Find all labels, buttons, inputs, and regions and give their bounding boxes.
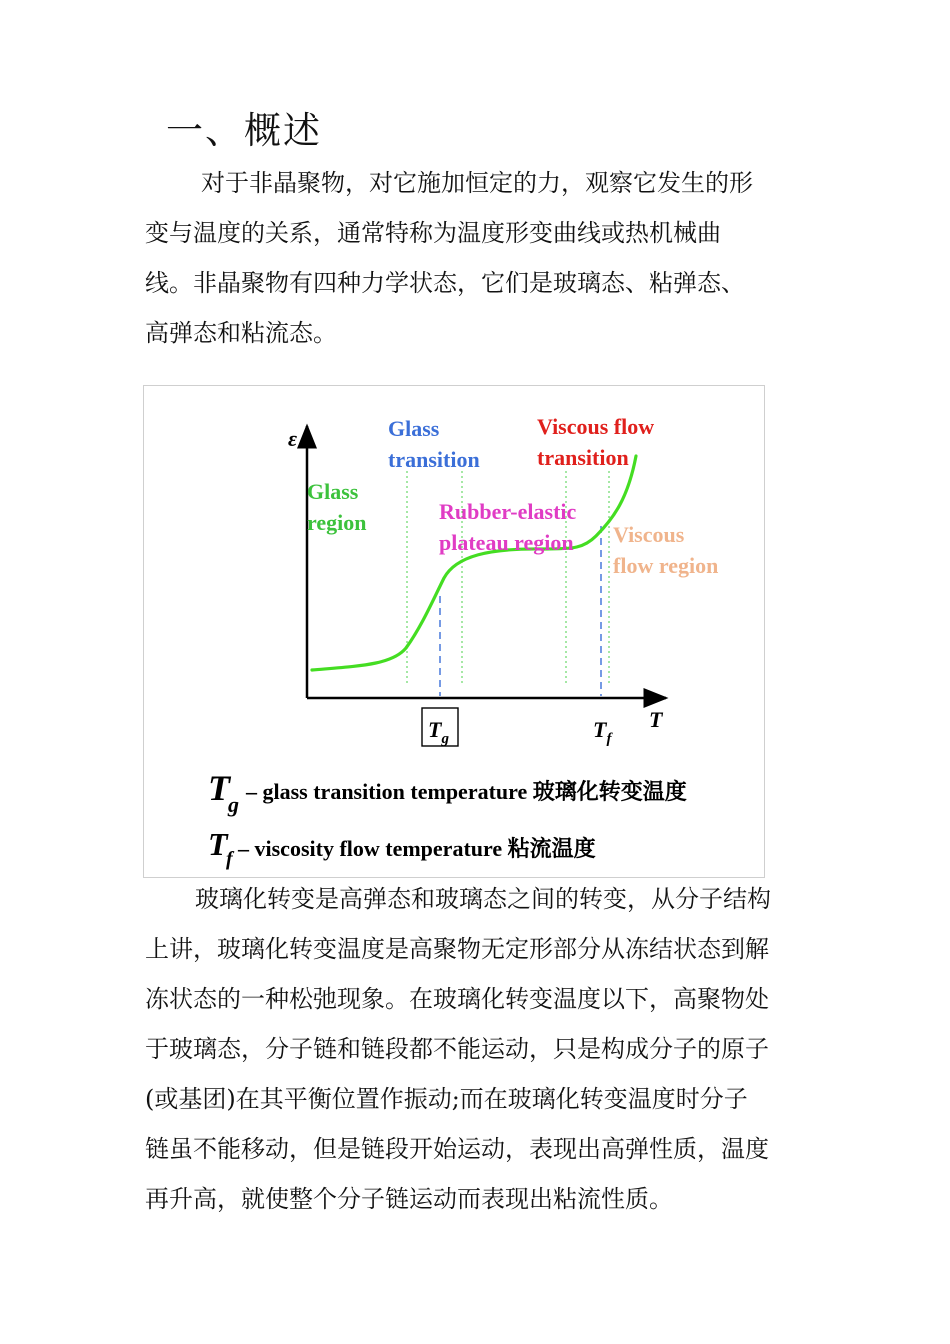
- viscous-flow-region-label: [613, 522, 718, 578]
- label-line: flow region: [613, 553, 719, 578]
- legend-tg: [208, 768, 687, 817]
- legend-symbol: T: [208, 826, 228, 862]
- body-line: 于玻璃态，分子链和链段都不能运动，只是构成分子的原子: [145, 1035, 769, 1063]
- intro-line: 对于非晶聚物，对它施加恒定的力，观察它发生的形: [201, 169, 753, 197]
- intro-line: 高弹态和粘流态。: [145, 319, 337, 347]
- deformation-curve: [312, 456, 636, 670]
- intro-line: 变与温度的关系，通常特称为温度形变曲线或热机械曲: [145, 219, 721, 247]
- legend-subscript: f: [226, 848, 233, 870]
- glass-transition-label: [388, 416, 480, 472]
- intro-line: 线。非晶聚物有四种力学状态，它们是玻璃态、粘弹态、: [145, 269, 745, 297]
- body-line: 链虽不能移动，但是链段开始运动，表现出高弹性质，温度: [145, 1135, 769, 1163]
- tg-tick-label: $T_g$: [428, 717, 449, 747]
- label-line: Glass: [388, 416, 440, 441]
- tf-tick-label: $T_f$: [593, 717, 612, 747]
- label-line: transition: [537, 445, 629, 470]
- label-line: Viscous: [613, 522, 685, 547]
- body-line: 再升高，就使整个分子链运动而表现出粘流性质。: [145, 1185, 673, 1213]
- figure-svg: [144, 386, 764, 877]
- rubber-plateau-label: [439, 499, 577, 555]
- label-line: Glass: [307, 479, 359, 504]
- body-line: (或基团)在其平衡位置作振动;而在玻璃化转变温度时分子: [145, 1085, 748, 1113]
- viscous-flow-transition-label: [537, 414, 654, 470]
- label-line: plateau region: [439, 530, 574, 555]
- legend-subscript: g: [228, 792, 239, 817]
- legend-tf: [208, 826, 596, 870]
- legend-symbol: T: [208, 768, 230, 808]
- label-line: Viscous flow: [537, 414, 655, 439]
- legend-text: – glass transition temperature 玻璃化转变温度: [246, 779, 687, 804]
- label-line: region: [307, 510, 367, 535]
- y-axis-label: ε: [288, 426, 298, 451]
- legend-text: – viscosity flow temperature 粘流温度: [238, 836, 596, 861]
- x-axis-label: T: [649, 707, 663, 732]
- section-heading: 一、概述: [166, 109, 322, 152]
- label-line: transition: [388, 447, 480, 472]
- glass-region-label: [307, 479, 366, 535]
- body-line: 玻璃化转变是高弹态和玻璃态之间的转变，从分子结构: [195, 885, 771, 913]
- intro-paragraph: [145, 158, 817, 358]
- thermomechanical-curve-figure: [143, 385, 765, 878]
- body-line: 上讲，玻璃化转变温度是高聚物无定形部分从冻结状态到解: [145, 935, 769, 963]
- label-line: Rubber-elastic: [439, 499, 577, 524]
- body-line: 冻状态的一种松弛现象。在玻璃化转变温度以下，高聚物处: [145, 985, 769, 1013]
- body-paragraph: [145, 874, 817, 1224]
